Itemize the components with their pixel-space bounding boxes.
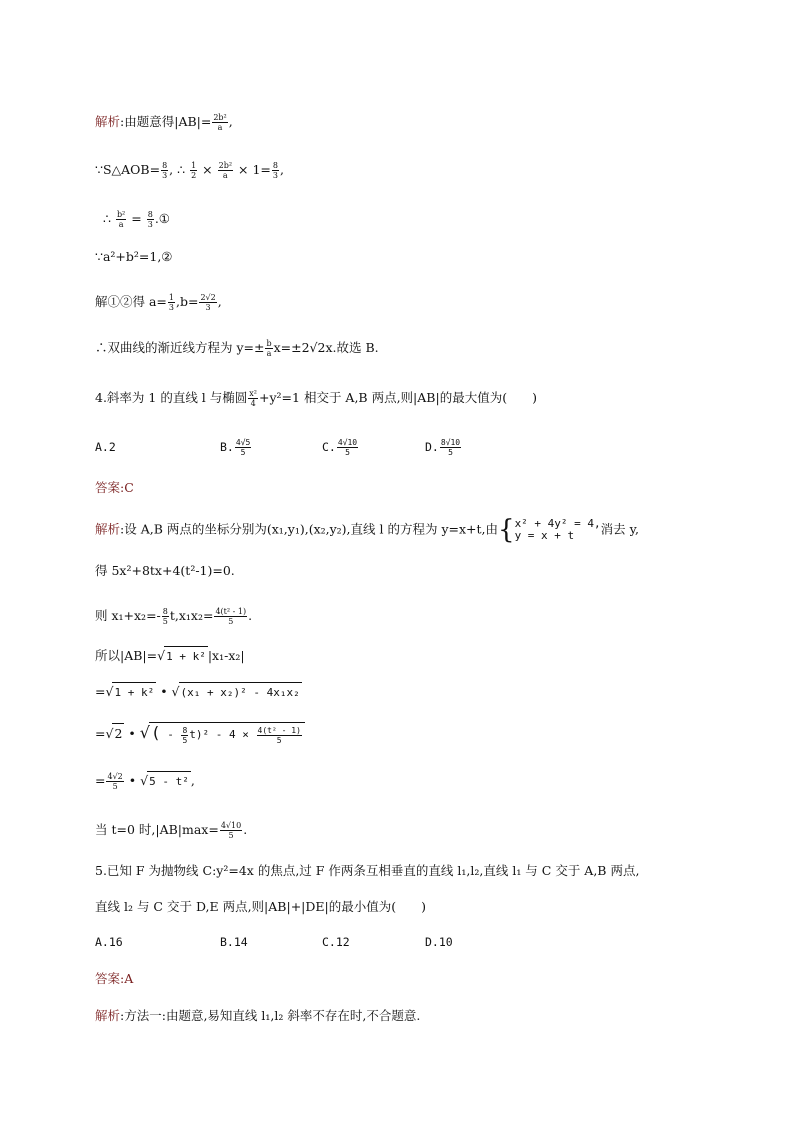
solution-label: 解析: [95, 1008, 121, 1023]
q5-stem-line-1: 5.已知 F 为抛物线 C:y²=4x 的焦点,过 F 作两条互相垂直的直线 l₁,l₂,直线 l₁ 与 C 交于 A,B 两点,: [95, 863, 640, 878]
q5-stem-line-2: 直线 l₂ 与 C 交于 D,E 两点,则|AB|+|DE|的最小值为( ): [95, 899, 426, 914]
q4-solution-line-5: =√1 + k² • √(x₁ + x₂)² - 4x₁x₂: [95, 682, 302, 703]
q5-solution-line-1: 解析:方法一:由题意,易知直线 l₁,l₂ 斜率不存在时,不合题意.: [95, 1008, 421, 1023]
fraction: $\frac{\text{4(t² - 1)}}{5}$: [257, 725, 301, 745]
q4-solution-line-8: 当 t=0 时,|AB|max= $\frac{4√10}{5}$ .: [95, 821, 248, 840]
q5-option-c: C.12: [322, 935, 350, 949]
q4-solution-line-2: 得 5x²+8tx+4(t²-1)=0.: [95, 563, 235, 578]
radical: 1 + k²: [164, 646, 208, 667]
q3-solution-line-2: ∵S△AOB= $\frac{8}{3}$ , ∴ $\frac{1}{2}$ × $\frac{\text{2b²}}{a}$ × 1= $\frac{8}{3}$ ,: [95, 161, 284, 180]
radical: 5 - t²: [147, 771, 191, 792]
q3-solution-line-4: ∵a²+b²=1,②: [95, 249, 173, 264]
fraction: $\frac{8}{3}$: [272, 161, 278, 180]
fraction: $\frac{2√2}{3}$: [200, 293, 216, 312]
q5-option-d: D.10: [425, 935, 453, 949]
q3-solution-line-6: ∴双曲线的渐近线方程为 y=± $\frac{b}{a}$ x=±2√2x.故选 B.: [95, 339, 379, 358]
q3-solution-line-3: ∴ $\frac{\text{b²}}{a}$ = $\frac{8}{3}$ .①: [103, 210, 170, 229]
fraction: $\frac{\text{2b²}}{a}$: [213, 113, 227, 132]
radical: ( - $\frac{8}{5}$ t)² - 4 × $\frac{\text{4(t² - 1)}}{5}$: [149, 722, 305, 745]
q4-stem: 4.斜率为 1 的直线 l 与椭圆 $\frac{\text{x²}}{4}$ +y²=1 相交于 A,B 两点,则|AB|的最大值为( ): [95, 389, 537, 408]
fraction: $\frac{8}{5}$: [182, 725, 188, 745]
q4-solution-line-7: = $\frac{4√2}{5}$ • √5 - t² ,: [95, 772, 195, 791]
q4-solution-line-1: 解析:设 A,B 两点的坐标分别为(x₁,y₁),(x₂,y₂),直线 l 的方程为 y=x+t,由{ x² + 4y² = 4, y = x + t 消去 y,: [95, 515, 640, 545]
q4-solution-line-3: 则 x₁+x₂=- $\frac{8}{5}$ t,x₁x₂= $\frac{\text{4(t² - 1)}}{5}$ .: [95, 607, 253, 626]
q3-solution-line-1: 解析:由题意得|AB|= $\frac{\text{2b²}}{a}$ ,: [95, 113, 233, 132]
fraction: $\frac{4√2}{5}$: [107, 772, 123, 791]
q4-answer: 答案:C: [95, 480, 134, 495]
q4-option-c: C. $\frac{4√10}{5}$: [322, 438, 358, 457]
q4-option-d: D. $\frac{8√10}{5}$: [425, 438, 461, 457]
fraction: $\frac{b}{a}$: [266, 339, 272, 358]
q4-solution-line-4: 所以|AB|=√1 + k² |x₁-x₂|: [95, 646, 245, 667]
fraction: $\frac{8}{3}$: [147, 210, 153, 229]
fraction: $\frac{\text{4(t² - 1)}}{5}$: [215, 607, 247, 626]
q5-option-b: B.14: [220, 935, 248, 949]
fraction: $\frac{4√10}{5}$: [220, 821, 242, 840]
fraction: $\frac{\text{x²}}{4}$: [249, 389, 257, 408]
radical: 1 + k²: [112, 682, 156, 703]
brace: {: [498, 515, 515, 545]
fraction: $\frac{4√10}{5}$: [337, 438, 358, 457]
q5-option-a: A.16: [95, 935, 123, 949]
radical: (x₁ + x₂)² - 4x₁x₂: [179, 682, 302, 703]
fraction: $\frac{\text{b²}}{a}$: [116, 210, 126, 229]
q4-option-a: A.2: [95, 440, 116, 454]
fraction: $\frac{1}{2}$: [191, 161, 197, 180]
fraction: $\frac{1}{3}$: [168, 293, 174, 312]
fraction: $\frac{\text{2b²}}{a}$: [218, 161, 233, 180]
fraction: $\frac{8}{3}$: [162, 161, 168, 180]
fraction: $\frac{8√10}{5}$: [440, 438, 461, 457]
equation-system: x² + 4y² = 4, y = x + t: [514, 517, 601, 542]
q5-answer: 答案:A: [95, 971, 134, 986]
q4-solution-line-6: =√2 • √( - $\frac{8}{5}$ t)² - 4 × $\frac{\text{4(t² - 1)}}{5}$: [95, 722, 305, 745]
fraction: $\frac{4√5}{5}$: [235, 438, 251, 457]
radical: 2: [112, 723, 124, 744]
solution-label: 解析: [95, 114, 121, 129]
solution-label: 解析: [95, 521, 121, 537]
q4-option-b: B. $\frac{4√5}{5}$: [220, 438, 251, 457]
fraction: $\frac{8}{5}$: [162, 607, 168, 626]
q3-solution-line-5: 解①②得 a= $\frac{1}{3}$ ,b= $\frac{2√2}{3}$ ,: [95, 293, 222, 312]
